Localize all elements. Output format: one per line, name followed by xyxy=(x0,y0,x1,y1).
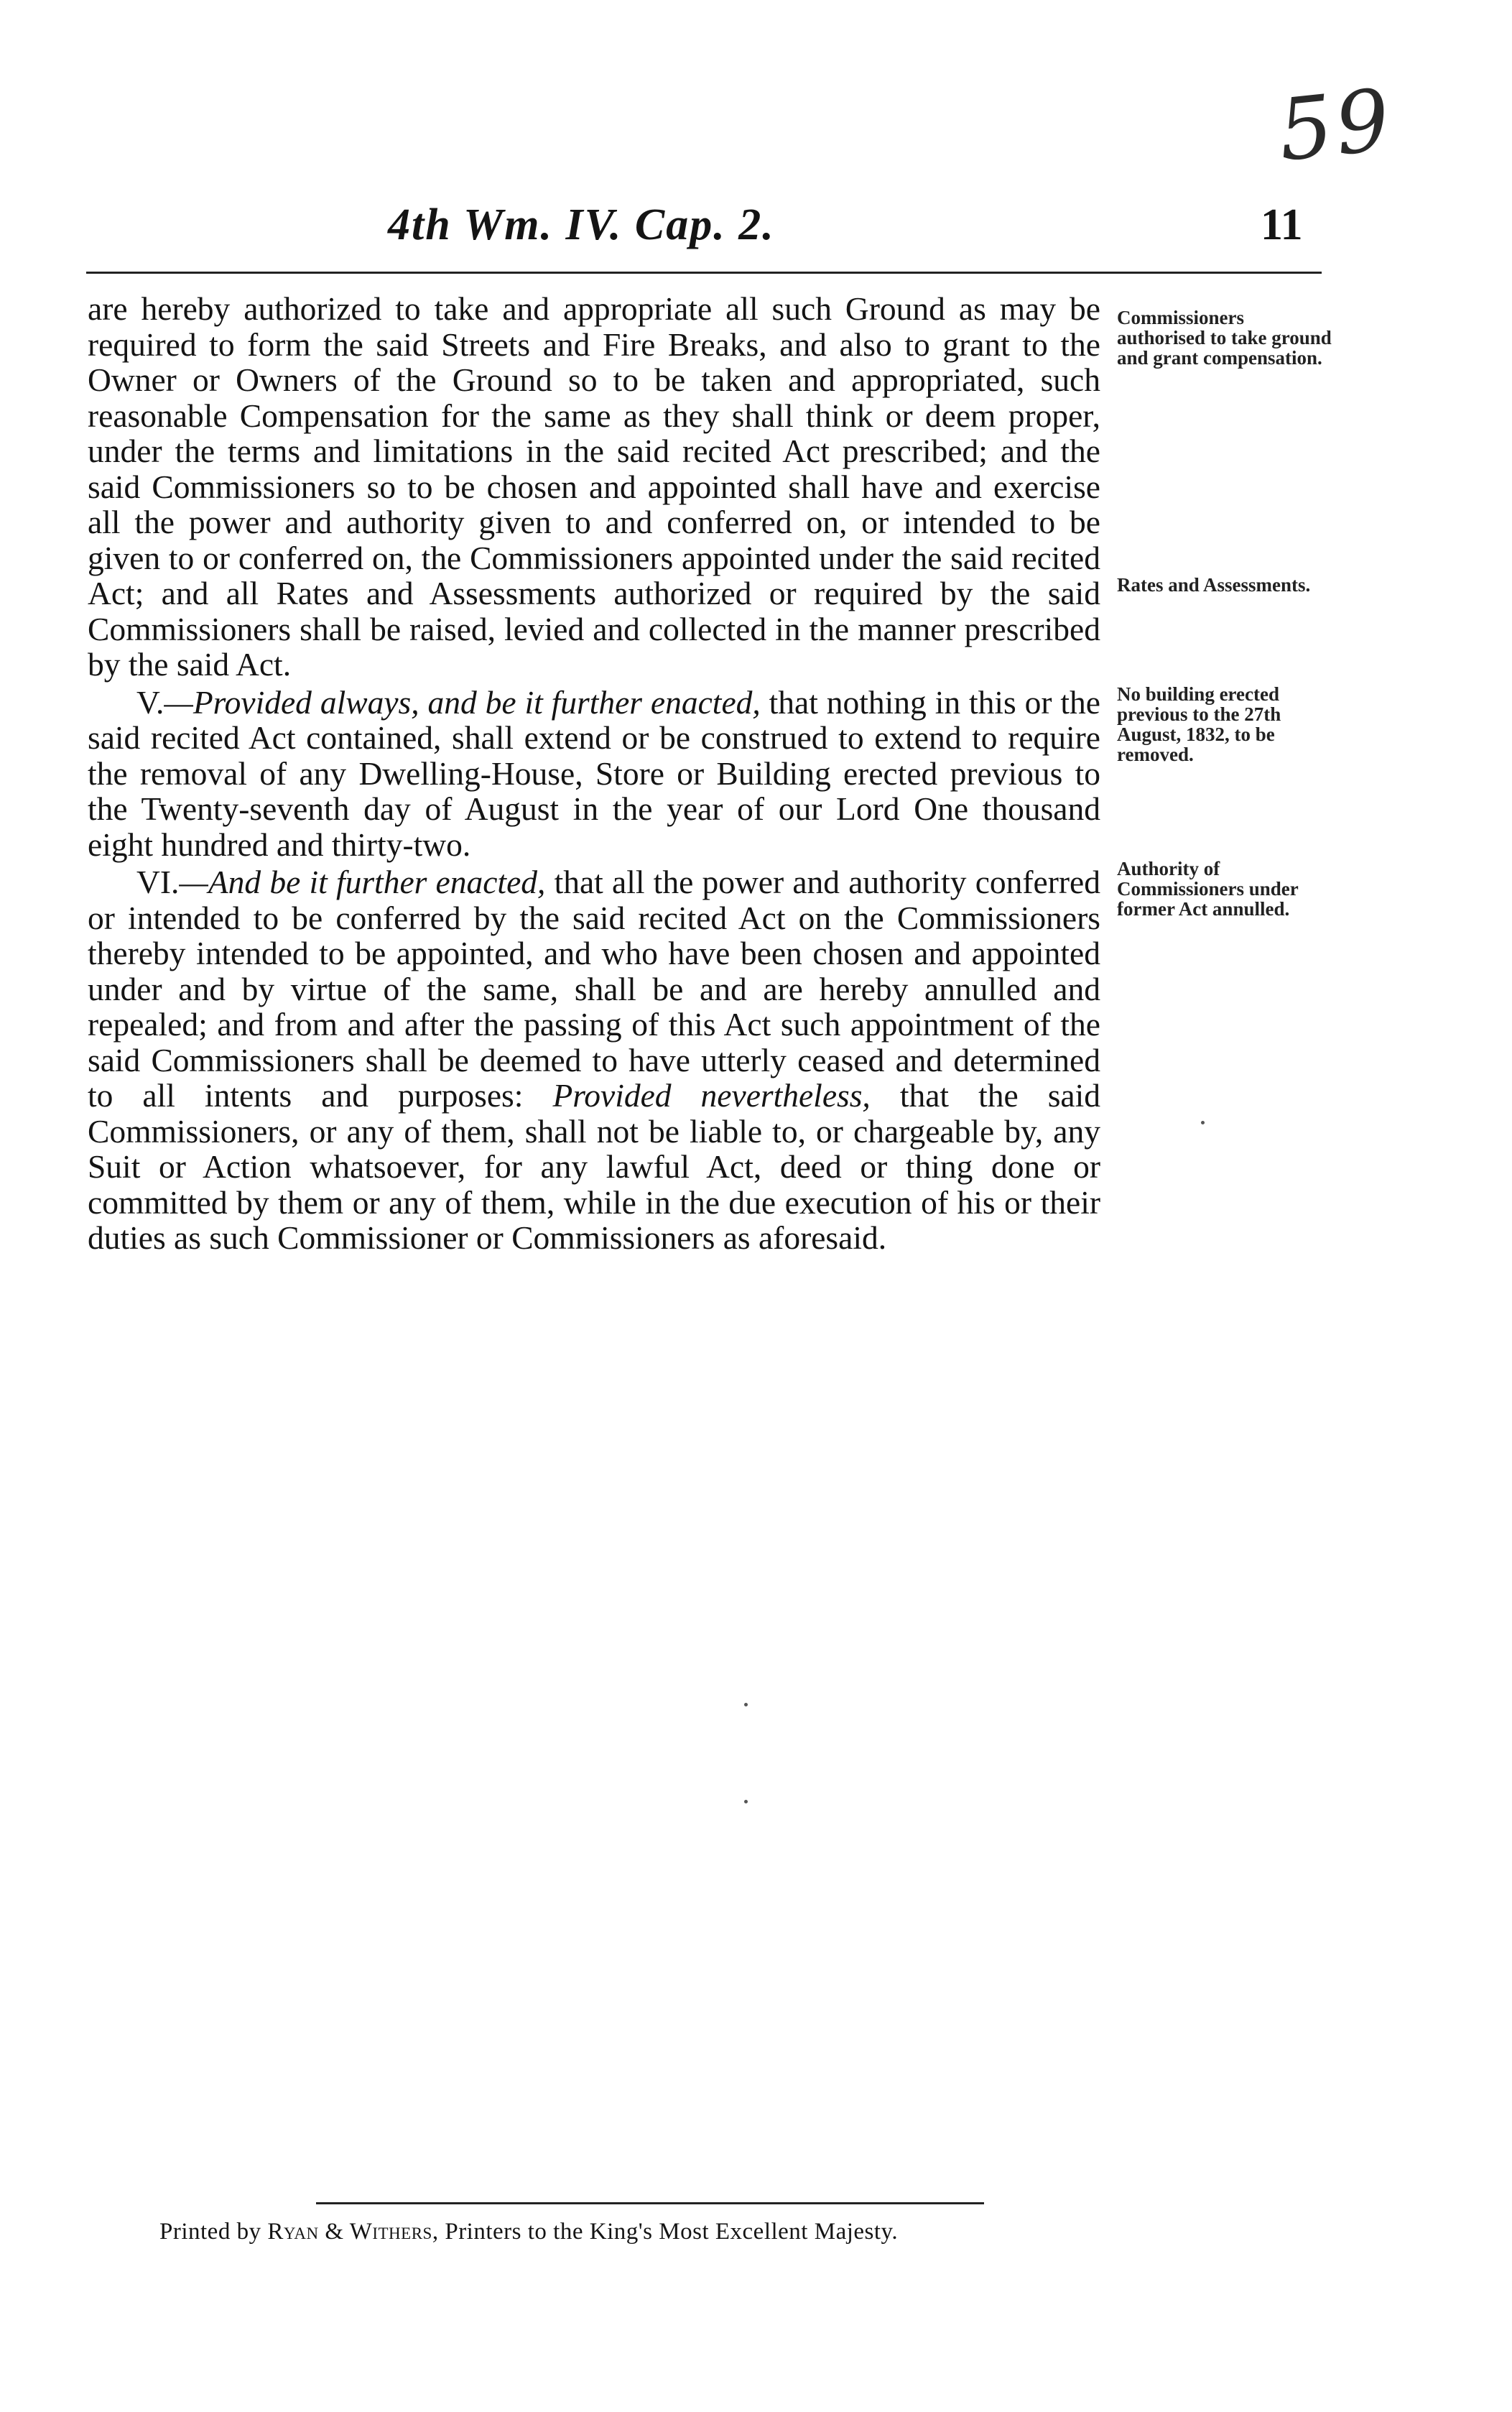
margin-note-rates: Rates and Assessments. xyxy=(1117,574,1311,596)
margin-note-no-building: No building erected previous to the 27th August, 1832, to be removed. xyxy=(1117,683,1281,765)
imprint-suffix: , Printers to the King's Most Excellent Majesty. xyxy=(432,2219,899,2245)
margin-note-commissioners: Commissioners authorised to take ground and grant compensation. xyxy=(1117,307,1332,369)
stray-mark xyxy=(744,1800,748,1803)
footer-rule xyxy=(316,2202,984,2204)
section-6-number: VI. xyxy=(136,864,180,900)
printer-imprint xyxy=(159,2219,898,2245)
folio: 11 xyxy=(1261,200,1303,249)
section-6 xyxy=(88,864,1100,1256)
section-5 xyxy=(88,685,1100,863)
running-head: 4th Wm. IV. Cap. 2. xyxy=(388,200,775,249)
header-rule xyxy=(86,272,1322,274)
section-5-dash: — xyxy=(164,683,193,721)
paragraph-continuation: are hereby authorized to take and appropriate all such Ground as may be required to form the said Streets and Fire Breaks, and also to grant to the Owner or Owners of the Ground so to be taken and appropriated, such reasonable Compensation for the same as they shall think or deem proper, under the terms and limitations in the said recited Act prescribed; and the said Commissioners so to be chosen and appointed shall have and exercise all the power and authority given to and conferred on, or intended to be given to or conferred on, the Commissioners appointed under the said recited Act; and all Rates and Assessments authorized or required by the said Commissioners shall be raised, levied and collected in the manner prescribed by the said Act. xyxy=(88,290,1100,683)
section-6-text: that all the power and authority conferred or intended to be conferred by the said recited Act on the Commissioners thereby intended to be appointed, and who have been chosen and appointed under and by virtue of the same, shall be and are hereby annulled and repealed; and from and after the passing of this Act such appointment of the said Commissioners shall be deemed to have utterly ceased and determined to all intents and purposes: xyxy=(88,864,1100,1114)
section-5-number: V. xyxy=(136,683,164,721)
section-6-dash: — xyxy=(179,864,208,900)
section-6-enacting-clause: And be it further enacted, xyxy=(208,864,546,900)
section-6-proviso: Provided nevertheless, xyxy=(552,1077,871,1114)
printer-name: Ryan & Withers xyxy=(267,2219,432,2245)
stray-mark xyxy=(1201,1121,1205,1124)
section-6-proviso-text: that the said Commissioners, or any of them, shall not be liable to, or chargeable by, any Suit or Action whatsoever, for any lawful Act, deed or thing done or committed by them or any of them, while in the due execution of his or their duties as such Commissioner or Commissioners as aforesaid. xyxy=(88,1077,1100,1256)
margin-note-authority: Authority of Commissioners under former Act annulled. xyxy=(1117,858,1299,920)
main-text xyxy=(88,291,1100,1256)
section-5-enacting-clause: Provided always, and be it further enacted, xyxy=(193,683,761,721)
stray-mark xyxy=(744,1703,748,1706)
imprint-prefix: Printed by xyxy=(159,2219,268,2245)
handwritten-page-number: 59 xyxy=(1274,70,1397,180)
section-5-text: that nothing in this or the said recited Act contained, shall extend or be construed to extend to require the removal of any Dwelling-House, Store or Building erected previous to the Twenty-seventh day of August in the year of our Lord One thousand eight hundred and thirty-two. xyxy=(88,683,1100,863)
